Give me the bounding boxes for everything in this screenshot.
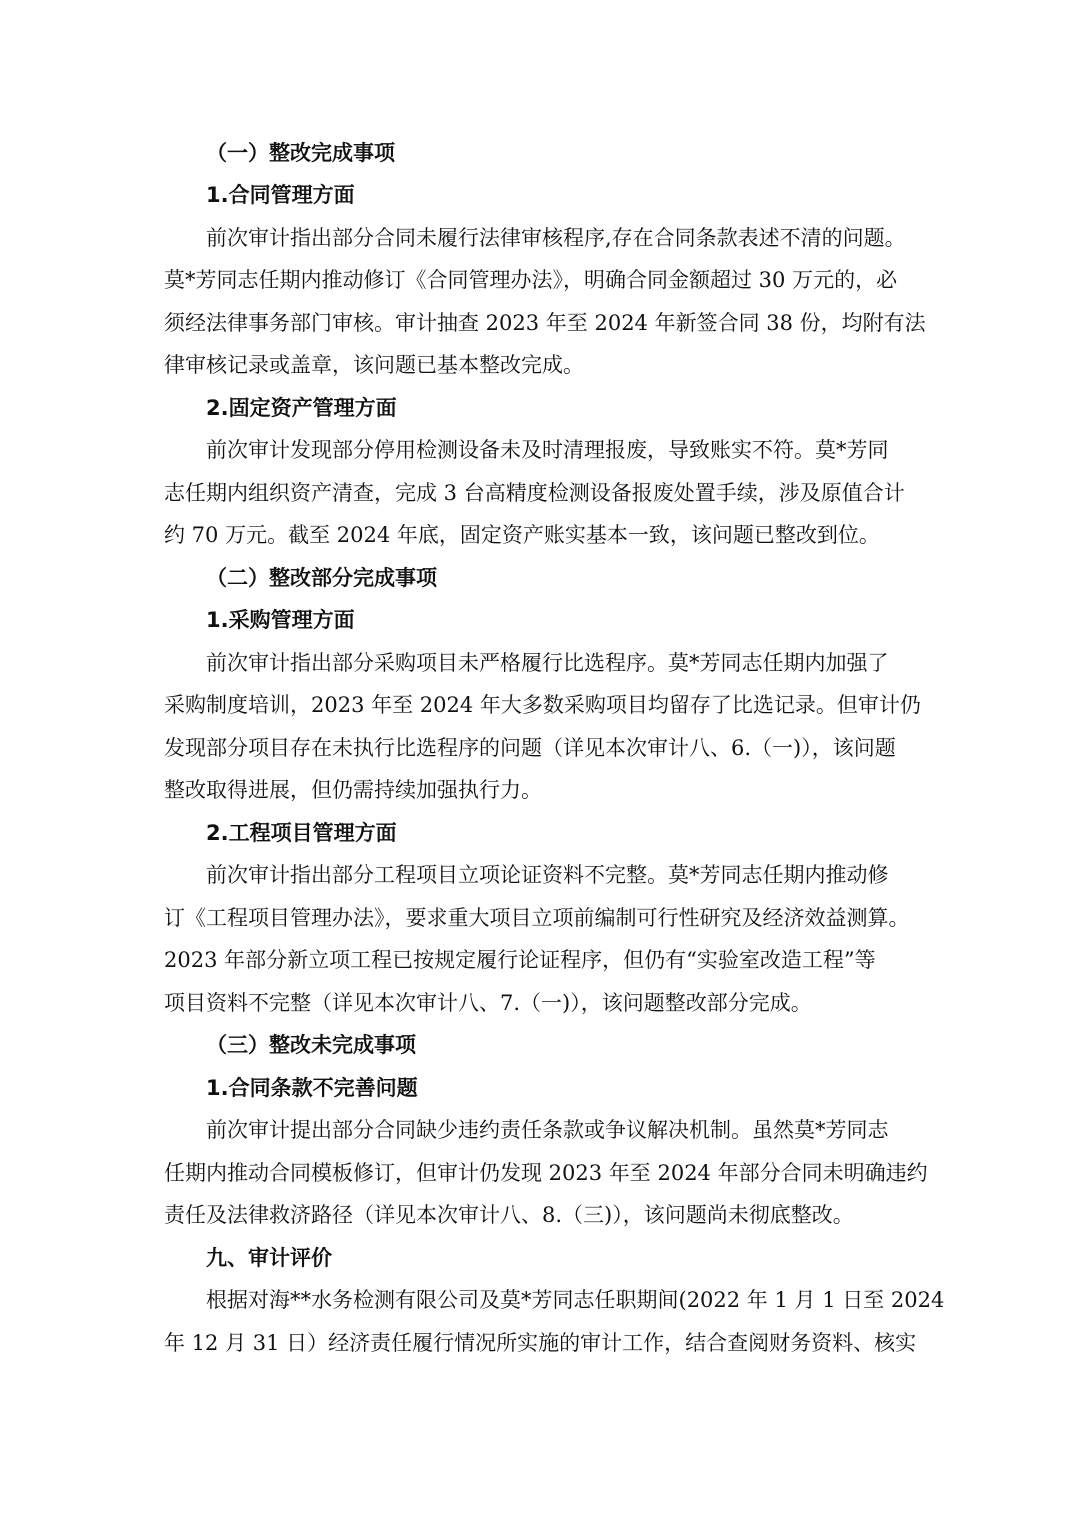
paragraph-line: 莫*芳同志任期内推动修订《合同管理办法》，明确合同金额超过 30 万元的，必	[164, 268, 898, 292]
paragraph-line: 2023 年部分新立项工程已按规定履行论证程序，但仍有“实验室改造工程”等	[164, 948, 876, 972]
section-heading-2: （二）整改部分完成事项	[206, 566, 437, 590]
item-title-2-2: 2.工程项目管理方面	[206, 821, 397, 845]
paragraph-line: 年 12 月 31 日）经济责任履行情况所实施的审计工作，结合查阅财务资料、核实	[164, 1331, 917, 1355]
paragraph-line: 前次审计提出部分合同缺少违约责任条款或争议解决机制。虽然莫*芳同志	[206, 1118, 889, 1142]
paragraph-line: 律审核记录或盖章，该问题已基本整改完成。	[164, 353, 584, 377]
item-title-1-2: 2.固定资产管理方面	[206, 396, 397, 420]
paragraph-line: 前次审计指出部分工程项目立项论证资料不完整。莫*芳同志任期内推动修	[206, 863, 889, 887]
section-heading-1: （一）整改完成事项	[206, 141, 395, 165]
paragraph-line: 根据对海**水务检测有限公司及莫*芳同志任职期间(2022 年 1 月 1 日至 2024	[206, 1288, 945, 1312]
paragraph-line: 前次审计指出部分合同未履行法律审核程序,存在合同条款表述不清的问题。	[206, 226, 906, 250]
item-title-1-1: 1.合同管理方面	[206, 183, 355, 207]
paragraph-line: 整改取得进展，但仍需持续加强执行力。	[164, 778, 542, 802]
paragraph-line: 任期内推动合同模板修订，但审计仍发现 2023 年至 2024 年部分合同未明确违约	[164, 1161, 928, 1185]
paragraph-line: 前次审计发现部分停用检测设备未及时清理报废，导致账实不符。莫*芳同	[206, 438, 889, 462]
paragraph-line: 订《工程项目管理办法》，要求重大项目立项前编制可行性研究及经济效益测算。	[164, 906, 910, 930]
paragraph-line: 约 70 万元。截至 2024 年底，固定资产账实基本一致，该问题已整改到位。	[164, 523, 880, 547]
paragraph-line: 采购制度培训，2023 年至 2024 年大多数采购项目均留存了比选记录。但审计仍	[164, 693, 921, 717]
item-title-2-1: 1.采购管理方面	[206, 608, 355, 632]
paragraph-line: 项目资料不完整（详见本次审计八、7.（一)），该问题整改部分完成。	[164, 991, 812, 1015]
evaluation-heading: 九、审计评价	[206, 1246, 332, 1270]
section-heading-3: （三）整改未完成事项	[206, 1033, 416, 1057]
paragraph-line: 发现部分项目存在未执行比选程序的问题（详见本次审计八、6.（一)），该问题	[164, 736, 896, 760]
paragraph-line: 志任期内组织资产清查，完成 3 台高精度检测设备报废处置手续，涉及原值合计	[164, 481, 905, 505]
paragraph-line: 前次审计指出部分采购项目未严格履行比选程序。莫*芳同志任期内加强了	[206, 651, 889, 675]
item-title-3-1: 1.合同条款不完善问题	[206, 1076, 418, 1100]
paragraph-line: 须经法律事务部门审核。审计抽查 2023 年至 2024 年新签合同 38 份，均附有法	[164, 311, 926, 335]
paragraph-line: 责任及法律救济路径（详见本次审计八、8.（三)），该问题尚未彻底整改。	[164, 1203, 854, 1227]
